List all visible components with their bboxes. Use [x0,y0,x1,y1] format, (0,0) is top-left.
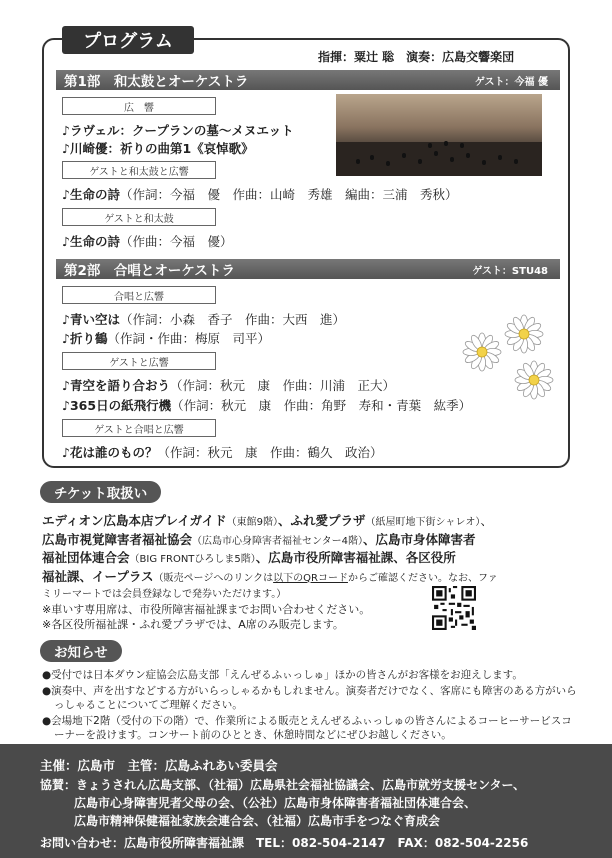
piece-item: ♪花は誰のもの？（作詞：秋元 康 作曲：鶴久 政治） [62,445,383,460]
part1-guest: ゲスト：今福 優 [474,76,548,88]
part2-guest: ゲスト：STU48 [472,265,548,277]
ticket-notes: ※車いす専用席は、市役所障害福祉課までお問い合わせください。 ※各区役所福祉課・ふれ愛プラザでは、A席のみ販売します。 [42,603,371,631]
piece-item: ♪生命の詩（作曲：今福 優） [62,234,233,249]
piece-item: ♪青空を語り合おう（作詞：秋元 康 作曲：川浦 正大） [62,378,395,393]
part1-title: 第1部 和太鼓とオーケストラ [64,74,249,90]
ticket-outlets: エディオン広島本店プレイガイド（東館9階）、ふれ愛プラザ（紙屋町地下街シャレオ）、 広島市視覚障害者福祉協会（広島市心身障害者福祉センター4階）、広島市身体障害者 福祉団体連合会（BIG FRONTひろしま5階）、広島市役所障害福祉課、各区役所 福祉課、イープラス（販売ページへのリンクは以下のQRコードからご確認ください。なお、ファ ミリーマートでは会員登録なしで発券いただけます。） [42,513,498,600]
piece-item: ♪365日の紙飛行機（作詞：秋元 康 作曲：角野 寿和・青葉 紘季） [62,398,472,413]
qr-code-icon[interactable] [432,586,476,630]
performer-label: ゲストと合唱と広響 [62,419,216,437]
contact-line: お問い合わせ：広島市役所障害福祉課 TEL：082-504-2147 FAX：082-504-2256 [40,836,529,850]
part1-header [56,70,560,90]
piece-item: ♪生命の詩（作詞：今福 優 作曲：山崎 秀雄 編曲：三浦 秀秋） [62,187,458,202]
piece-item: ♪折り鶴（作詞・作曲：梅原 司平） [62,331,270,346]
notice-item: ●受付では日本ダウン症協会広島支部「えんぜるふぃっしゅ」ほかの皆さんがお客様をお迎えします。 [42,669,523,681]
notice-item: ●演奏中、声を出すなどする方がいらっしゃるかもしれません。演奏者だけでなく、客席にも障害のある方がいらっしゃることについてご理解ください。 [42,685,577,711]
part2-header [56,259,560,279]
flower-illustration [458,312,562,408]
ticket-tab: チケット取扱い [40,481,161,503]
info-tab: お知らせ [40,640,122,662]
program-tab: プログラム [62,26,194,54]
performer-label: 広 響 [62,97,216,115]
piece-item: ♪ラヴェル：クープランの墓～メヌエット [62,123,294,138]
piece-item: ♪川崎優：祈りの曲第1《哀悼歌》 [62,141,254,156]
notice-item: ●会場地下2階（受付の下の階）で、作業所による販売とえんぜるふぃっしゅの皆さんによるコーヒーサービスコーナーを設けます。コンサート前のひととき、休憩時間などにぜひお越しください。 [42,715,572,741]
footer [0,744,612,858]
qr-reference-link: 以下のQRコード [273,572,348,584]
organizer-line: 主催：広島市 主管：広島ふれあい委員会 [40,758,278,773]
performer-label: ゲストと和太鼓 [62,208,216,226]
conductor-credits: 指揮：粟辻 聡 演奏：広島交響楽団 [318,50,515,64]
sponsor-line: 広島市精神保健福祉家族会連合会、（社福）広島市手をつなぐ育成会 [74,814,441,828]
performer-label: 合唱と広響 [62,286,216,304]
sponsor-line: 協賛：きょうされん広島支部、（社福）広島県社会福祉協議会、広島市就労支援センター、 [40,778,526,792]
piece-item: ♪青い空は（作詞：小森 香子 作曲：大西 進） [62,312,345,327]
sponsor-line: 広島市心身障害児者父母の会、（公社）広島市身体障害者福祉団体連合会、 [74,796,477,810]
orchestra-photo [336,94,542,176]
performer-label: ゲストと和太鼓と広響 [62,161,216,179]
part2-title: 第2部 合唱とオーケストラ [64,263,235,279]
performer-label: ゲストと広響 [62,352,216,370]
